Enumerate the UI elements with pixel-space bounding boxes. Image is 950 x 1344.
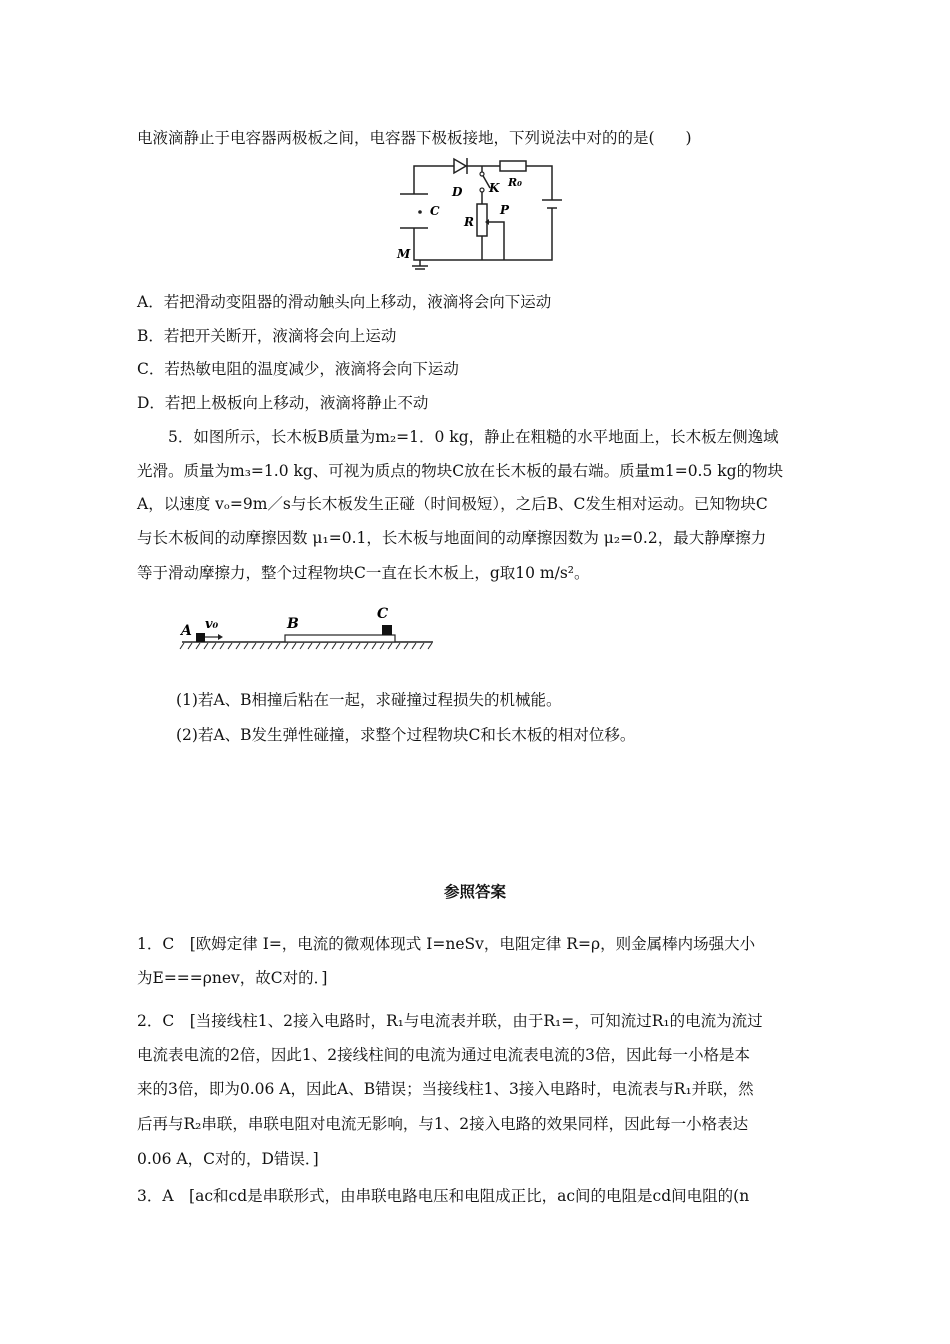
label-a: A [181, 623, 192, 639]
option-c: C．若热敏电阻的温度减少，液滴将会向下运动 [137, 360, 459, 378]
label-m: M [397, 247, 411, 261]
q5-line: A，以速度 vₒ=9m／s与长木板发生正碰（时间极短），之后B、C发生相对运动。已知物块C [137, 495, 768, 513]
q5-line: 等于滑动摩擦力，整个过程物块C一直在长木板上，g取10 m/s²。 [137, 564, 590, 582]
block-board-figure [178, 606, 438, 652]
sub-question: (1)若A、B相撞后粘在一起，求碰撞过程损失的机械能。 [176, 691, 562, 709]
option-a: A．若把滑动变阻器的滑动触头向上移动，液滴将会向下运动 [137, 293, 552, 311]
q5-line: 光滑。质量为m₃=1.0 kg、可视为质点的物块C放在长木板的最右端。质量m1=0.5 kg的物块 [137, 462, 784, 480]
circuit-wire [414, 166, 552, 200]
option-d: D．若把上极板向上移动，液滴将静止不动 [137, 394, 429, 412]
answer-line: 2．C [当接线柱1、2接入电路时，R₁与电流表并联，由于R₁=，可知流过R₁的电流为流过 [137, 1012, 763, 1030]
diode-triangle [454, 159, 466, 173]
slider-p [489, 222, 504, 260]
block-a [196, 633, 205, 642]
q5-line: 与长木板间的动摩擦因数 μ₁=0.1，长木板与地面间的动摩擦因数为 μ₂=0.2，最大静摩擦力 [137, 529, 767, 547]
label-c: C [430, 204, 440, 218]
answer-line: 电流表电流的2倍，因此1、2接线柱间的电流为通过电流表电流的3倍，因此每一小格是本 [137, 1046, 750, 1064]
circuit-diagram [392, 152, 582, 272]
label-r: R [464, 215, 474, 229]
label-r0: R₀ [508, 176, 522, 189]
board-b [285, 635, 395, 642]
label-b: B [287, 616, 299, 632]
label-d: D [452, 185, 463, 199]
answer-line: 3．A [ac和cd是串联形式，由串联电路电压和电阻成正比，ac间的电阻是cd间电阻的(n [137, 1187, 750, 1205]
label-v0: v₀ [205, 617, 219, 632]
answer-line: 为E===ρnev，故C对的．] [137, 969, 328, 987]
q5-line: 5．如图所示，长木板B质量为m₂=1．0 kg，静止在粗糙的水平地面上，长木板左侧逸域 [168, 428, 779, 446]
option-b: B．若把开关断开，液滴将会向上运动 [137, 327, 397, 345]
label-p: P [500, 203, 510, 217]
sub-question: (2)若A、B发生弹性碰撞，求整个过程物块C和长木板的相对位移。 [176, 726, 636, 744]
resistor-r0 [500, 161, 526, 171]
answer-line: 0.06 A，C对的，D错误．] [137, 1150, 319, 1168]
answers-heading: 参照答案 [443, 883, 506, 901]
label-k: K [489, 181, 500, 195]
label-c: C [377, 606, 389, 622]
question-intro: 电液滴静止于电容器两极板之间，电容器下极板接地，下列说法中对的的是( ) [137, 129, 692, 147]
droplet [418, 210, 422, 214]
answer-line: 后再与R₂串联，串联电阻对电流无影响，与1、2接入电路的效果同样，因此每一小格表达 [137, 1115, 749, 1133]
block-c [382, 625, 392, 635]
answer-line: 来的3倍，即为0.06 A，因此A、B错误；当接线柱1、3接入电路时，电流表与R₁并联，然 [137, 1080, 754, 1098]
resistor-r [477, 204, 487, 236]
answer-line: 1．C [欧姆定律 I=，电流的微观体现式 I=neSv，电阻定律 R=ρ，则金属棒内场强大小 [137, 935, 756, 953]
